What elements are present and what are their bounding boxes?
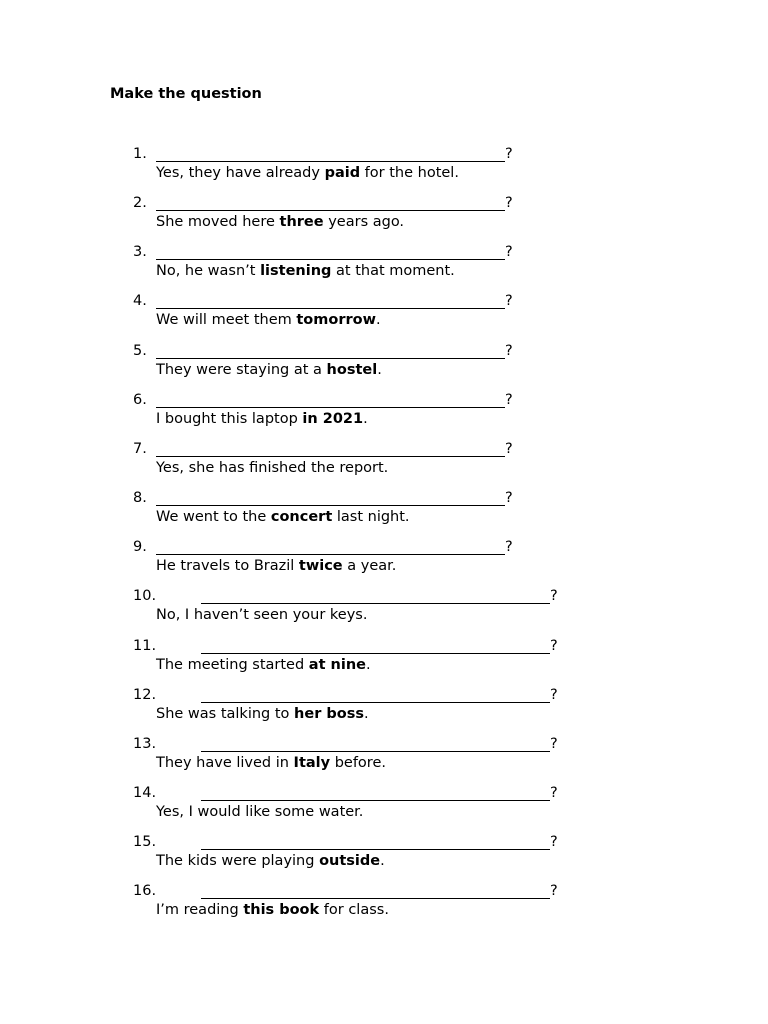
question-item <box>0 440 768 484</box>
question-blank-line[interactable] <box>201 587 550 605</box>
answer-text: . <box>366 657 371 673</box>
underline <box>156 259 505 260</box>
question-number: 4. <box>133 293 147 309</box>
question-item <box>0 587 768 631</box>
question-blank-line[interactable] <box>156 440 505 458</box>
question-blank-line[interactable] <box>156 538 505 556</box>
answer-text: Yes, she has finished the report. <box>156 460 389 476</box>
answer-keyword: hostel <box>326 362 378 378</box>
question-item <box>0 342 768 386</box>
question-number: 15. <box>133 834 157 850</box>
answer-text: They have lived in <box>156 755 294 771</box>
answer-text: I’m reading <box>156 902 244 918</box>
question-mark: ? <box>505 195 513 211</box>
answer-text: No, he wasn’t <box>156 263 261 279</box>
answer-text: before. <box>330 755 386 771</box>
answer-keyword: Italy <box>293 755 331 771</box>
question-number: 3. <box>133 244 147 260</box>
question-item <box>0 292 768 336</box>
answer-text: The meeting started <box>156 657 309 673</box>
answer-keyword: at nine <box>308 657 366 673</box>
underline <box>201 702 550 703</box>
question-blank-line[interactable] <box>201 882 550 900</box>
question-blank-line[interactable] <box>156 489 505 507</box>
answer-text: at that moment. <box>331 263 455 279</box>
question-mark: ? <box>505 343 513 359</box>
answer-text: We went to the <box>156 509 271 525</box>
answer-keyword: paid <box>324 165 361 181</box>
answer-text: They were staying at a <box>156 362 327 378</box>
underline <box>201 653 550 654</box>
underline <box>201 603 550 604</box>
answer-text: . <box>363 411 368 427</box>
answer-text: Yes, they have already <box>156 165 325 181</box>
answer-keyword: twice <box>298 558 343 574</box>
question-number: 11. <box>133 638 157 654</box>
question-number: 13. <box>133 736 157 752</box>
question-number: 5. <box>133 343 147 359</box>
answer-sentence <box>156 410 368 428</box>
answer-sentence <box>156 213 404 231</box>
answer-sentence <box>156 164 459 182</box>
question-number: 1. <box>133 146 147 162</box>
question-mark: ? <box>550 736 558 752</box>
underline <box>201 898 550 899</box>
answer-text: We will meet them <box>156 312 297 328</box>
answer-sentence <box>156 852 385 870</box>
answer-keyword: concert <box>270 509 333 525</box>
question-mark: ? <box>505 146 513 162</box>
question-mark: ? <box>505 539 513 555</box>
question-blank-line[interactable] <box>156 391 505 409</box>
answer-keyword: in 2021 <box>302 411 364 427</box>
answer-text: for the hotel. <box>360 165 459 181</box>
question-item <box>0 637 768 681</box>
answer-sentence <box>156 262 455 280</box>
question-item <box>0 391 768 435</box>
question-item <box>0 686 768 730</box>
answer-sentence <box>156 459 388 477</box>
answer-sentence <box>156 508 410 526</box>
question-blank-line[interactable] <box>201 637 550 655</box>
question-number: 9. <box>133 539 147 555</box>
worksheet-title: Make the question <box>110 86 262 102</box>
answer-sentence <box>156 311 381 329</box>
answer-keyword: three <box>279 214 324 230</box>
question-item <box>0 833 768 877</box>
question-item <box>0 243 768 287</box>
answer-keyword: this book <box>243 902 320 918</box>
question-number: 8. <box>133 490 147 506</box>
underline <box>156 358 505 359</box>
underline <box>156 456 505 457</box>
underline <box>201 800 550 801</box>
answer-text: for class. <box>319 902 389 918</box>
answer-text: Yes, I would like some water. <box>156 804 364 820</box>
underline <box>201 849 550 850</box>
answer-sentence <box>156 606 367 624</box>
question-number: 10. <box>133 588 157 604</box>
answer-text: She was talking to <box>156 706 295 722</box>
answer-text: The kids were playing <box>156 853 320 869</box>
question-mark: ? <box>505 293 513 309</box>
question-item <box>0 882 768 926</box>
question-mark: ? <box>550 834 558 850</box>
question-mark: ? <box>550 883 558 899</box>
answer-text: She moved here <box>156 214 280 230</box>
question-mark: ? <box>505 392 513 408</box>
question-number: 2. <box>133 195 147 211</box>
underline <box>156 407 505 408</box>
answer-text: No, I haven’t seen your keys. <box>156 607 368 623</box>
question-mark: ? <box>550 785 558 801</box>
question-mark: ? <box>505 441 513 457</box>
question-blank-line[interactable] <box>201 686 550 704</box>
answer-keyword: outside <box>319 853 381 869</box>
answer-sentence <box>156 901 389 919</box>
question-blank-line[interactable] <box>156 292 505 310</box>
question-item <box>0 194 768 238</box>
question-mark: ? <box>505 244 513 260</box>
question-number: 6. <box>133 392 147 408</box>
question-blank-line[interactable] <box>156 243 505 261</box>
answer-keyword: her boss <box>294 706 364 722</box>
answer-sentence <box>156 557 396 575</box>
answer-keyword: tomorrow <box>296 312 376 328</box>
question-blank-line[interactable] <box>201 784 550 802</box>
underline <box>201 751 550 752</box>
answer-text: . <box>376 312 381 328</box>
underline <box>156 161 505 162</box>
underline <box>156 505 505 506</box>
answer-sentence <box>156 705 369 723</box>
answer-text: years ago. <box>323 214 405 230</box>
question-item <box>0 735 768 779</box>
question-mark: ? <box>550 687 558 703</box>
question-number: 12. <box>133 687 157 703</box>
question-item <box>0 145 768 189</box>
answer-sentence <box>156 754 386 772</box>
question-mark: ? <box>550 588 558 604</box>
question-blank-line[interactable] <box>201 833 550 851</box>
answer-sentence <box>156 803 363 821</box>
answer-sentence <box>156 361 382 379</box>
question-blank-line[interactable] <box>156 194 505 212</box>
underline <box>156 308 505 309</box>
answer-text: I bought this laptop <box>156 411 303 427</box>
question-number: 14. <box>133 785 157 801</box>
question-blank-line[interactable] <box>156 145 505 163</box>
answer-text: . <box>380 853 385 869</box>
question-item <box>0 489 768 533</box>
question-item <box>0 538 768 582</box>
question-number: 7. <box>133 441 147 457</box>
answer-keyword: listening <box>260 263 332 279</box>
answer-text: last night. <box>332 509 410 525</box>
answer-text: He travels to Brazil <box>156 558 299 574</box>
underline <box>156 210 505 211</box>
underline <box>156 554 505 555</box>
answer-text: . <box>377 362 382 378</box>
question-mark: ? <box>505 490 513 506</box>
question-blank-line[interactable] <box>156 342 505 360</box>
question-item <box>0 784 768 828</box>
question-blank-line[interactable] <box>201 735 550 753</box>
answer-sentence <box>156 656 371 674</box>
answer-text: . <box>364 706 369 722</box>
question-mark: ? <box>550 638 558 654</box>
question-number: 16. <box>133 883 157 899</box>
answer-text: a year. <box>342 558 397 574</box>
